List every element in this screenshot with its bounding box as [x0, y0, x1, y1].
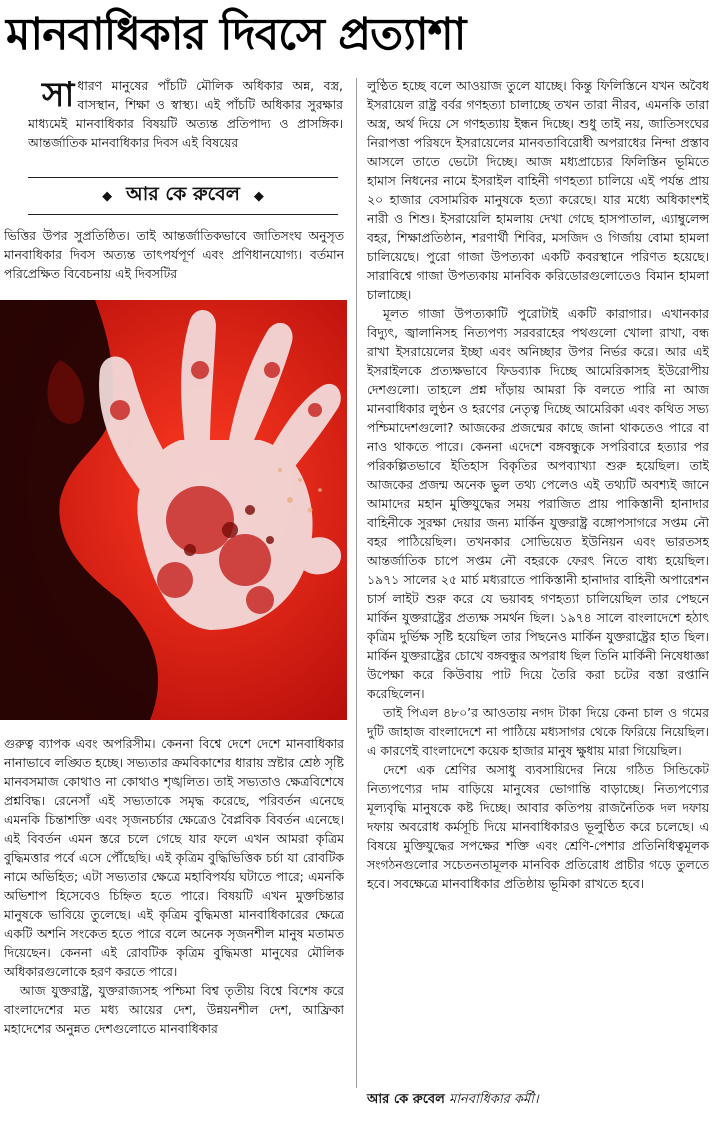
right-paragraph-2: মূলত গাজা উপত্যকাটি পুরোটাই একটি কারাগার। এখানকার বিদ্যুৎ, জ্বালানিসহ নিত্যপণ্য সরবরাহের পথগুলো খোলা রাখা, বন্ধ রাখা ইসরায়েলের ইচ্ছা এবং অনিচ্ছার উপর নির্ভর করে। আর এই ইসরাইলকে প্রত্যক্ষভাবে ফিডব্যাক দিচ্ছে আমেরিকাসহ ইউরোপীয় দেশগুলো। তাহলে প্রশ্ন দাঁড়ায় আমরা কি বলতে পারি না আজ মানবাধিকার লুণ্ঠন ও হরণের নেতৃত্ব দিচ্ছে আমেরিকা এবং কথিত সভ্য পশ্চিমাদেশগুলো? আজকের প্রজন্মের কাছে জানা থাকতেও পারে বা নাও থাকতে পারে। কেননা এদেশে বঙ্গবন্ধুকে সপরিবারে হত্যার পর পরিকল্পিতভাবে ইতিহাস বিকৃতির অপব্যাখ্যা শুরু হয়েছিল। তাই আজকের প্রজন্ম অনেক ভুল তথ্য পেলেও এই তথ্যটি অবশ্যই জানে আমাদের মহান মুক্তিযুদ্ধের সময় পরাজিত প্রায় পাকিস্তানী হানাদার বাহিনীকে সুরক্ষা দেয়ার জন্য মার্কিন যুক্তরাষ্ট্র বঙ্গোপসাগরে সপ্তম নৌ বহর পাঠিয়েছিল। তখনকার সোভিয়েত ইউনিয়ন এবং ভারতসহ আন্তর্জাতিক চাপে সপ্তম নৌ বহরকে ফেরৎ নিতে বাধ্য হয়েছিল। ১৯৭১ সালের ২৫ মার্চ মধ্যরাতে পাকিস্তানী হানাদার বাহিনী অপারেশন চার্স লাইট শুরু করে যে ভয়াবহ গণহত্যা চালিয়েছিল তার পেছনে মার্কিন যুক্তরাষ্ট্রের প্রত্যক্ষ সমর্থন ছিল। ১৯৭৪ সালে বাংলাদেশে হঠাৎ কৃত্রিম দুর্ভিক্ষ সৃষ্টি হয়েছিল তার পিছনেও মার্কিন যুক্তরাষ্ট্রের হাত ছিল। মার্কিন যুক্তরাষ্ট্রের চোখে বঙ্গবন্ধুর অপরাধ ছিল তিনি মার্কিনী নিষেধাজ্ঞা উপেক্ষা করে কিউবায় পাট দিয়ে তৈরি করা চটের বস্তা রপ্তানি করেছিলেন। — [367, 306, 709, 701]
left-mid-block — [4, 226, 344, 288]
lead-paragraph — [28, 76, 343, 152]
lead-paragraph-block — [28, 76, 343, 174]
right-paragraph-4: দেশে এক শ্রেণির অসাধু ব্যবসায়িদের নিয়ে গঠিত সিন্ডিকেট নিত্যপণ্যের দাম বাড়িয়ে মানুষের ভোগান্তি বাড়াচ্ছে। নিত্যপণ্যের মূল্যবৃদ্ধি মানুষকে কষ্ট দিচ্ছে। আবার কতিপয় রাজনৈতিক দল দফায় দফায় অবরোধ কর্মসূচি দিয়ে মানবাধিকারও ভূলুণ্ঠিত করে চলেছে। এ বিষয়ে মুক্তিযুদ্ধের সপক্ষের শক্তি এবং শ্রেণি-পেশার প্রতিনিধিত্বমূলক সংগঠনগুলোর সচেতনতামূলক মানবিক প্রতিরোধ প্রাচীর গড়ে তুলতে হবে। সবক্ষেত্রে মানবাধিকার প্রতিষ্ঠায় ভূমিকা রাখতে হবে। — [367, 762, 709, 891]
bloody-hand-illustration — [0, 300, 347, 720]
diamond-right-icon: ◆ — [253, 188, 264, 204]
byline-name: আর কে রুবেল — [126, 183, 240, 205]
article-photo — [0, 300, 347, 720]
right-paragraph-1: লুণ্ঠিত হচ্ছে বলে আওয়াজ তুলে যাচ্ছে। কিন্তু ফিলিস্তিনে যখন অবৈধ ইসরায়েল রাষ্ট্র বর্বর গণহত্যা চালাচ্ছে তখন তারা নীরব, এমনকি তারা অস্ত্র, অর্থ দিয়ে সে গণহত্যায় ইন্ধন দিচ্ছে। শুধু তাই নয়, জাতিসংঘের নিরাপত্তা পরিষদে ইসরায়েলের মানবতাবিরোধী অপরাধের নিন্দা প্রস্তাব আসলে তাতে ভেটো দিচ্ছে। আজ মধ্যপ্রাচ্যের ফিলিস্তিন ভূমিতে হামাস নিধনের নামে ইসরাইল বাহিনী গণহত্যা চালিয়ে এই পর্যন্ত প্রায় ২০ হাজার বেসামরিক মানুষকে হত্যা করেছে। যার মধ্যে অধিকাংশই নারী ও শিশু। ইসরায়েলি হামলায় দেখা গেছে হাসপাতাল, এ্যাম্বুলেন্স বহর, শিক্ষাপ্রতিষ্ঠান, শরণার্থী শিবির, মসজিদ ও গির্জায় বোমা হামলা চালিয়েছে। পুরো গাজা উপত্যকা একটি কবরস্থানে পরিণত হয়েছে। সারাবিশ্বে গাজা উপত্যকায় মানবিক করিডোরগুলোতেও বিমান হামলা চালাচ্ছে। — [367, 78, 709, 302]
right-column — [367, 76, 709, 1086]
dropcap: সা — [42, 76, 75, 115]
left-paragraph-1: গুরুত্ব ব্যাপক এবং অপরিসীম। কেননা বিশ্বে দেশে দেশে মানবাধিকার নানাভাবে লঙ্ঘিত হচ্ছে। সভ্যতার ক্রমবিকাশের ধারায় স্রষ্টার শ্রেষ্ঠ সৃষ্টি মানবসমাজ কোথাও না কোথাও শৃঙ্খলিত। তাই সভ্যতাও ক্ষেত্রবিশেষে প্রশ্নবিদ্ধ। রেনেসাঁ এই সভ্যতাকে সমৃদ্ধ করেছে, পরিবর্তন এনেছে এমনকি চিন্তাশক্তি এবং সৃজনচর্চার ক্ষেত্রেও বৈপ্লবিক বিবর্তন এনেছে। এই বিবর্তন এমন স্তরে চলে গেছে যার ফলে এখন আমরা কৃত্রিম বুদ্ধিমত্তার পর্বে এসে পৌঁছেছি। এই কৃত্রিম বুদ্ধিভিত্তিক চর্চা যা রোবটিক নামে অভিহিত; এটা সভ্যতার ক্ষেত্রে মহাবিপর্যয় ঘটাতে পারে; এমনকি অভিশাপ হিসেবেও চিহ্নিত হতে পারে। বিষয়টি এখন মুক্তচিন্তার মানুষকে ভাবিয়ে তুলেছে। এই কৃত্রিম বুদ্ধিমত্তা মানবাধিকারের ক্ষেত্রে একটি অশনি সংকেত হতে পারে বলে অনেক সৃজনশীল মানুষ মতামত দিয়েছেন। কেননা এই রোবটিক কৃত্রিম বুদ্ধিমত্তা মানুষের মৌলিক অধিকারগুলোকে হরণ করতে পারে। — [4, 736, 344, 979]
author-signature — [367, 1090, 539, 1111]
column-divider — [356, 78, 357, 1088]
signature-name: আর কে রুবেল — [367, 1092, 445, 1107]
left-paragraph-2: আজ যুক্তরাষ্ট্র, যুক্তরাজ্যসহ পশ্চিমা বিশ্ব তৃতীয় বিশ্বে বিশেষ করে বাংলাদেশের মত মধ্য আয়ের দেশ, উন্নয়নশীল দেশ, আফ্রিকা মহাদেশের অনুন্নত দেশগুলোতে মানবাধিকার — [4, 983, 344, 1036]
left-bottom-block — [4, 734, 344, 1114]
right-paragraph-3: তাই পিএল ৪৮০’র আওতায় নগদ টাকা দিয়ে কেনা চাল ও গমের দুটি জাহাজ বাংলাদেশে না পাঠিয়ে মধ্যসাগর থেকে ফিরিয়ে নিয়েছিল। এ কারণেই বাংলাদেশে কয়েক হাজার মানুষ ক্ষুধায় মারা গিয়েছিল। — [367, 705, 709, 758]
lead-text: ধারণ মানুষের পাঁচটি মৌলিক অধিকার অন্ন, বস্ত্র, বাসস্থান, শিক্ষা ও স্বাস্থ্য। এই পাঁচটি অধিকার সুরক্ষার মাধ্যমেই মানবাধিকার বিষয়টি অত্যন্ত প্রতিপাদ্য ও প্রাসঙ্গিক। আন্তর্জাতিক মানবাধিকার দিবস এই বিষয়ের — [28, 78, 343, 150]
page-headline: মানবাধিকার দিবসে প্রত্যাশা — [6, 9, 466, 60]
byline-box — [28, 177, 338, 215]
left-mid-paragraph: ভিত্তির উপর সুপ্রতিষ্ঠিত। তাই আন্তর্জাতিকভাবে জাতিসংঘ অনুসৃত মানবাধিকার দিবস অত্যন্ত তাৎপর্যপূর্ণ এবং প্রণিধানযোগ্য। বর্তমান পরিপ্রেক্ষিত বিবেচনায় এই দিবসটির — [4, 228, 344, 281]
diamond-left-icon: ◆ — [102, 188, 113, 204]
signature-role: মানবাধিকার কর্মী। — [449, 1092, 539, 1107]
